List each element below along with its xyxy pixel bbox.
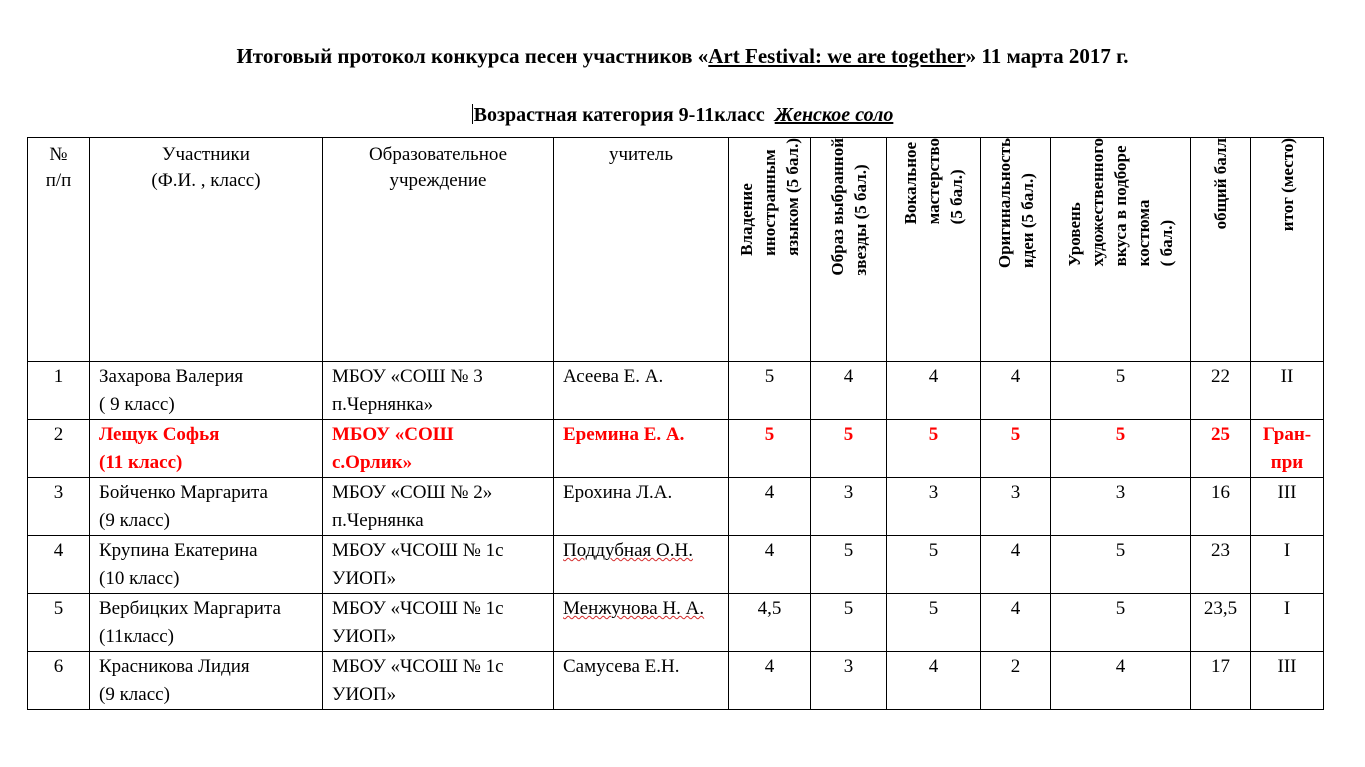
score-costume: 5 <box>1051 594 1191 652</box>
score-total: 17 <box>1191 652 1251 710</box>
nomination-label: Женское соло <box>774 104 894 126</box>
document-title <box>0 44 1365 69</box>
participant-name: Крупина Екатерина (10 класс) <box>90 536 323 594</box>
header-costume: Уровень художественного вкуса в подборе костюма ( бал.) <box>1051 138 1191 362</box>
teacher-name: Менжунова Н. А. <box>554 594 729 652</box>
school-name: МБОУ «ЧСОШ № 1с УИОП» <box>323 652 554 710</box>
teacher-name: Еремина Е. А. <box>554 420 729 478</box>
teacher-name: Асеева Е. А. <box>554 362 729 420</box>
row-num: 5 <box>28 594 90 652</box>
score-star-image: 4 <box>811 362 887 420</box>
teacher-name: Самусева Е.Н. <box>554 652 729 710</box>
header-school: Образовательное учреждение <box>323 138 554 362</box>
table-row <box>28 652 1324 710</box>
score-vocal: 4 <box>887 652 981 710</box>
school-name: МБОУ «СОШ № 2» п.Чернянка <box>323 478 554 536</box>
header-place: итог (место) <box>1251 138 1324 362</box>
score-language: 5 <box>729 420 811 478</box>
score-language: 4 <box>729 478 811 536</box>
row-num: 3 <box>28 478 90 536</box>
score-total: 23 <box>1191 536 1251 594</box>
score-star-image: 5 <box>811 594 887 652</box>
score-star-image: 3 <box>811 478 887 536</box>
results-table <box>27 137 1324 710</box>
place: III <box>1251 478 1324 536</box>
place: III <box>1251 652 1324 710</box>
score-vocal: 5 <box>887 420 981 478</box>
participant-name: Захарова Валерия ( 9 класс) <box>90 362 323 420</box>
score-total: 25 <box>1191 420 1251 478</box>
score-costume: 5 <box>1051 536 1191 594</box>
participant-name: Вербицких Маргарита (11класс) <box>90 594 323 652</box>
teacher-name: Поддубная О.Н. <box>554 536 729 594</box>
table-row <box>28 594 1324 652</box>
score-total: 16 <box>1191 478 1251 536</box>
header-star-image: Образ выбранной звезды (5 бал.) <box>811 138 887 362</box>
score-language: 4 <box>729 652 811 710</box>
header-language: Владение иностранным языком (5 бал.) <box>729 138 811 362</box>
table-row <box>28 478 1324 536</box>
school-name: МБОУ «ЧСОШ № 1с УИОП» <box>323 536 554 594</box>
school-name: МБОУ «СОШ с.Орлик» <box>323 420 554 478</box>
title-prefix: Итоговый протокол конкурса песен участников « <box>236 44 709 68</box>
score-star-image: 5 <box>811 536 887 594</box>
score-vocal: 5 <box>887 536 981 594</box>
score-originality: 4 <box>981 362 1051 420</box>
table-row-winner <box>28 420 1324 478</box>
score-originality: 4 <box>981 536 1051 594</box>
row-num: 2 <box>28 420 90 478</box>
header-total: общий балл <box>1191 138 1251 362</box>
score-originality: 4 <box>981 594 1051 652</box>
score-costume: 5 <box>1051 362 1191 420</box>
score-originality: 3 <box>981 478 1051 536</box>
place: Гран- при <box>1251 420 1324 478</box>
title-suffix: » 11 марта 2017 г. <box>965 44 1129 68</box>
score-costume: 3 <box>1051 478 1191 536</box>
score-originality: 2 <box>981 652 1051 710</box>
participant-name: Бойченко Маргарита (9 класс) <box>90 478 323 536</box>
score-costume: 4 <box>1051 652 1191 710</box>
score-total: 23,5 <box>1191 594 1251 652</box>
score-total: 22 <box>1191 362 1251 420</box>
row-num: 6 <box>28 652 90 710</box>
participant-name: Красникова Лидия (9 класс) <box>90 652 323 710</box>
header-teacher: учитель <box>554 138 729 362</box>
score-originality: 5 <box>981 420 1051 478</box>
header-row <box>28 138 1324 362</box>
score-language: 4,5 <box>729 594 811 652</box>
score-star-image: 5 <box>811 420 887 478</box>
score-vocal: 5 <box>887 594 981 652</box>
school-name: МБОУ «СОШ № 3 п.Чернянка» <box>323 362 554 420</box>
place: II <box>1251 362 1324 420</box>
category-heading <box>0 104 1365 127</box>
festival-name: Art Festival: we are together <box>708 44 966 68</box>
place: I <box>1251 536 1324 594</box>
teacher-name: Ерохина Л.А. <box>554 478 729 536</box>
header-vocal: Вокальное мастерство (5 бал.) <box>887 138 981 362</box>
header-participants: Участники (Ф.И. , класс) <box>90 138 323 362</box>
row-num: 1 <box>28 362 90 420</box>
score-costume: 5 <box>1051 420 1191 478</box>
row-num: 4 <box>28 536 90 594</box>
score-star-image: 3 <box>811 652 887 710</box>
participant-name: Лещук Софья (11 класс) <box>90 420 323 478</box>
school-name: МБОУ «ЧСОШ № 1с УИОП» <box>323 594 554 652</box>
score-vocal: 3 <box>887 478 981 536</box>
place: I <box>1251 594 1324 652</box>
text-cursor <box>472 104 473 124</box>
table-row <box>28 536 1324 594</box>
category-label: Возрастная категория 9-11класс <box>473 104 765 126</box>
header-num: № п/п <box>28 138 90 362</box>
score-vocal: 4 <box>887 362 981 420</box>
header-originality: Оригинальность идеи (5 бал.) <box>981 138 1051 362</box>
table-row <box>28 362 1324 420</box>
score-language: 4 <box>729 536 811 594</box>
score-language: 5 <box>729 362 811 420</box>
